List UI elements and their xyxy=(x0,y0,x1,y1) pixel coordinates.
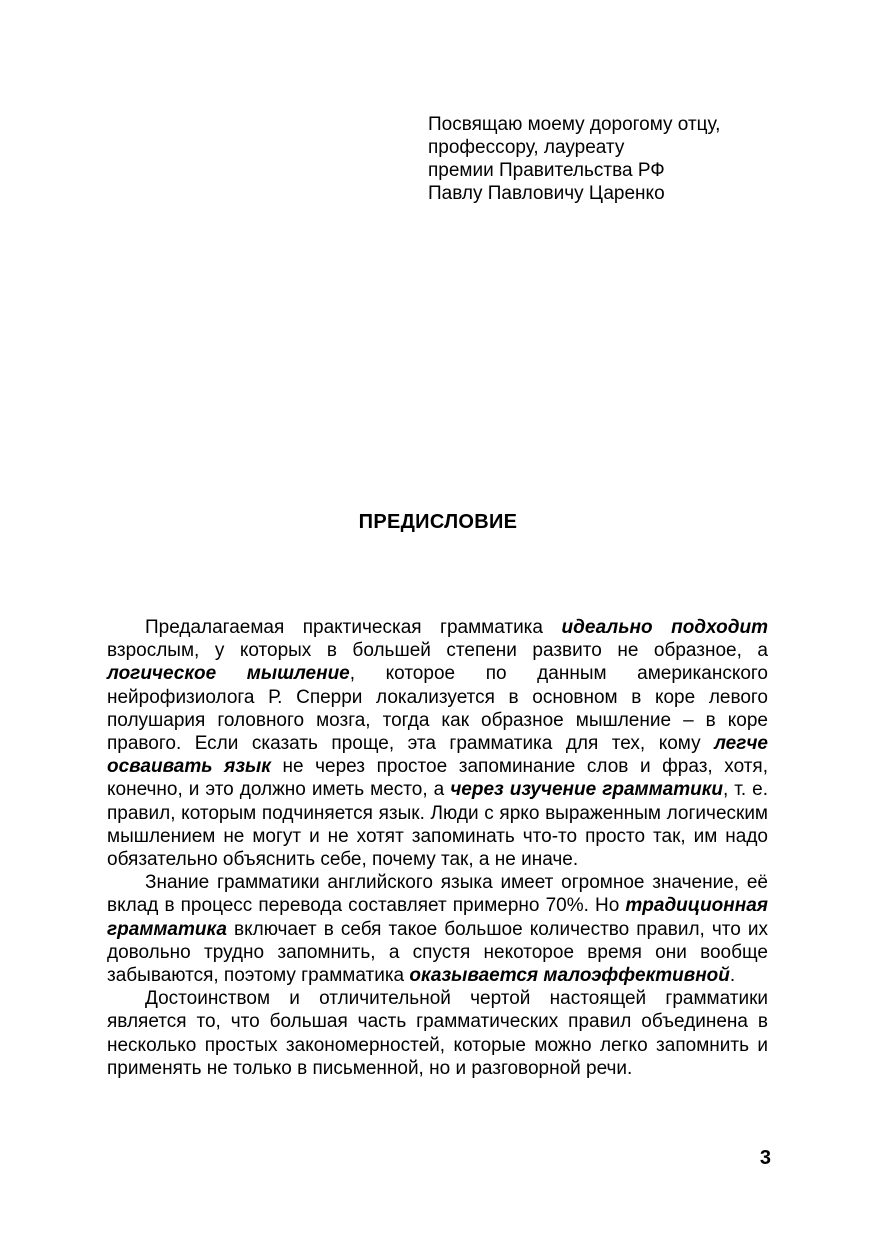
body-text xyxy=(107,616,768,1080)
text-segment: Достоинством и отличительной чертой настоящей грамматики является то, что большая часть грамматических правил объединена в несколько простых закономерностей, которые можно легко запомнить и применять не только в письменной, но и разговорной речи. xyxy=(107,988,768,1079)
paragraph xyxy=(107,616,768,871)
paragraph xyxy=(107,987,768,1080)
text-segment: Предалагаемая практическая грамматика xyxy=(145,617,562,638)
section-heading: ПРЕДИСЛОВИЕ xyxy=(358,511,518,533)
text-segment: , которое по данным американского нейрофизиолога Р. Сперри локализуется в основном в коре левого полушария головного мозга, тогда как образное мышление – в коре правого. Если сказать проще, эта грамматика для тех, кому xyxy=(107,663,768,755)
text-segment: включает в себя такое большое количество правил, что их довольно трудно запомнить, а спустя некоторое время они вообще забываются, поэтому грамматика xyxy=(107,918,768,987)
emphasized-text: логическое мышление xyxy=(107,663,350,685)
dedication-line: премии Правительства РФ xyxy=(428,160,665,181)
emphasized-text: оказывается малоэффективной xyxy=(409,965,730,987)
emphasized-text: традиционная грамматика xyxy=(107,895,768,940)
dedication-line: Павлу Павловичу Царенко xyxy=(428,183,665,204)
text-segment: , т. е. правил, которым подчиняется язык. Люди с ярко выраженным логическим мышлением не могут и не хотят запоминать что-то просто так, им надо обязательно объяснить себе, почему так, а не иначе. xyxy=(107,779,769,871)
emphasized-text: идеально подходит xyxy=(561,617,768,638)
dedication-line: профессору, лауреату xyxy=(428,137,625,158)
emphasized-text: через изучение грамматики xyxy=(450,779,723,801)
text-segment: не через простое запоминание слов и фраз, хотя, конечно, и это должно иметь место, а xyxy=(107,756,768,801)
page-number: 3 xyxy=(759,1147,771,1169)
emphasized-text: легче осваивать язык xyxy=(107,733,768,778)
text-segment: Знание грамматики английского языка имеет огромное значение, её вклад в процесс перевода составляет примерно 70%. Но xyxy=(107,872,768,917)
paragraph xyxy=(107,871,768,987)
dedication xyxy=(428,113,848,205)
text-segment: взрослым, у которых в большей степени развито не образное, а xyxy=(107,640,768,662)
dedication-line: Посвящаю моему дорогому отцу, xyxy=(428,114,721,135)
text-segment: . xyxy=(729,965,736,987)
